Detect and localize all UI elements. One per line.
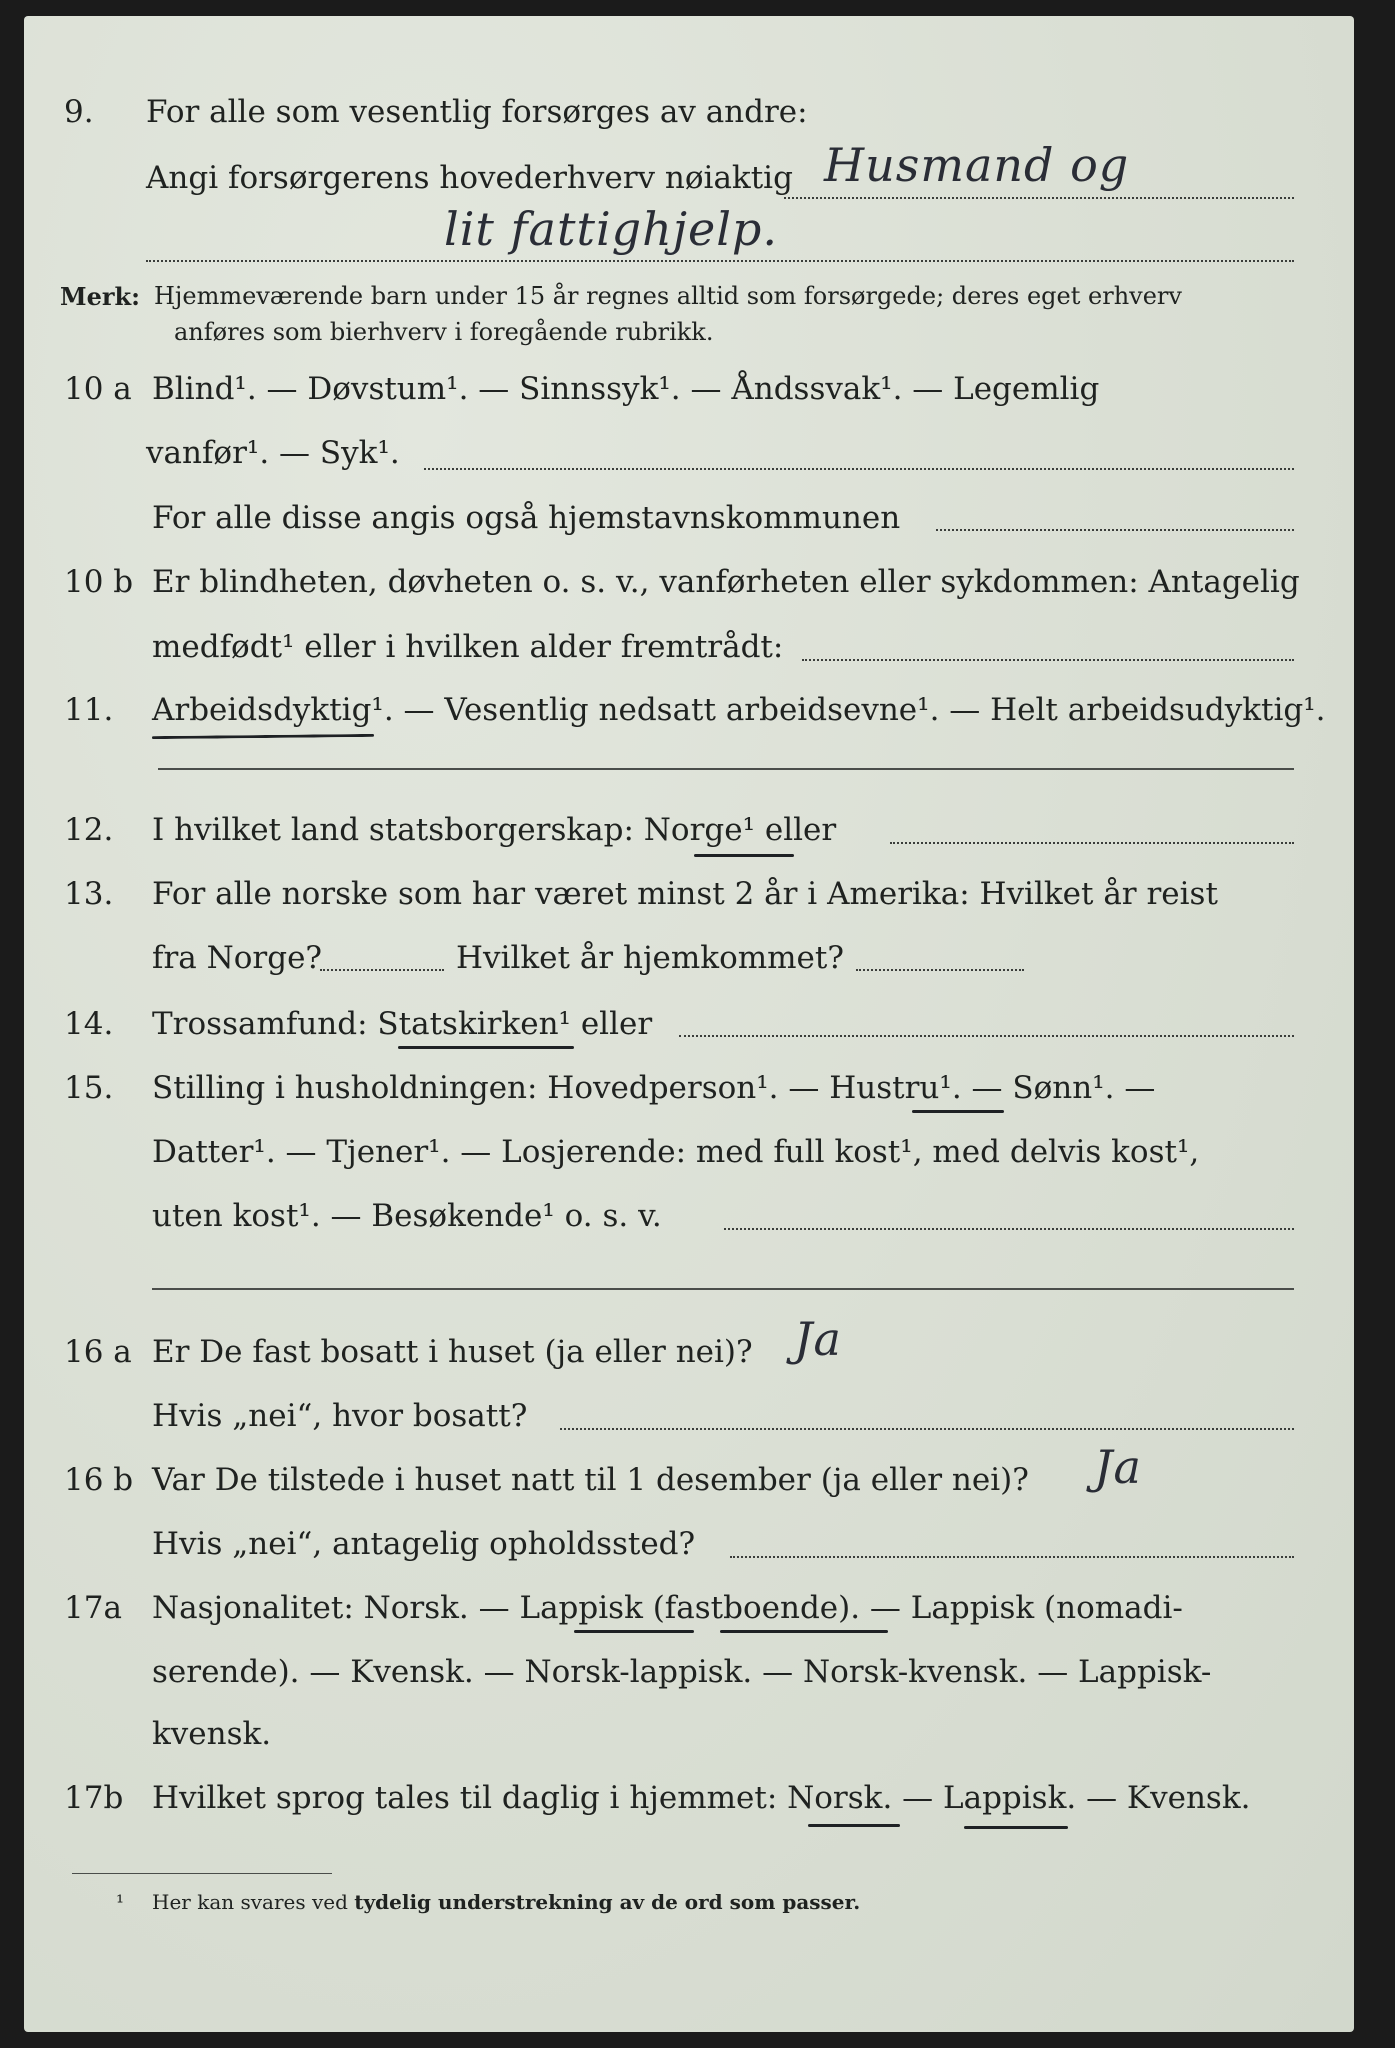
footnote-text-b: tydelig understrekning av de ord som passer.: [354, 1890, 861, 1914]
q11-line1: Arbeidsdyktig¹. — Vesentlig nedsatt arbeidsevne¹. — Helt arbeidsudyktig¹.: [152, 692, 1326, 728]
q11-number: 11.: [64, 692, 114, 728]
footnote-mark: ¹: [116, 1890, 125, 1914]
q10b-answer-line[interactable]: [802, 659, 1294, 661]
q15-underline-hustru: [912, 1110, 1004, 1113]
q10a-hjemstavn-line[interactable]: [936, 529, 1294, 531]
q16b-handwritten-answer: Ja: [1094, 1440, 1142, 1494]
q13-line2a: fra Norge?: [152, 940, 323, 976]
q9-text-line1: For alle som vesentlig forsørges av andre:: [146, 94, 808, 130]
q15-separator-line: [152, 1288, 1294, 1290]
footnote-text-a: Her kan svares ved: [152, 1890, 355, 1914]
merk-line1: Hjemmeværende barn under 15 år regnes alltid som forsørgede; deres eget erhverv: [154, 282, 1182, 310]
merk-label: Merk:: [60, 282, 140, 311]
q16a-number: 16 a: [64, 1334, 132, 1370]
q14-underline-statskirken: [398, 1046, 574, 1049]
q10a-line1: Blind¹. — Døvstum¹. — Sinnssyk¹. — Åndssvak¹. — Legemlig: [152, 371, 1100, 407]
q10a-answer-line[interactable]: [424, 468, 1294, 470]
q10b-number: 10 b: [64, 564, 134, 600]
q15-line1: Stilling i husholdningen: Hovedperson¹. — Hustru¹. — Sønn¹. —: [152, 1070, 1156, 1106]
q17b-underline-norsk: [808, 1824, 900, 1827]
q12-number: 12.: [64, 812, 114, 848]
q17a-line1: Nasjonalitet: Norsk. — Lappisk (fastboende). — Lappisk (nomadi-: [152, 1590, 1183, 1626]
q9-text-line2: Angi forsørgerens hovederhverv nøiaktig: [146, 160, 793, 196]
q10b-line1: Er blindheten, døvheten o. s. v., vanførheten eller sykdommen: Antagelig: [152, 564, 1300, 600]
q9-number: 9.: [64, 94, 94, 130]
q12-answer-line[interactable]: [890, 842, 1294, 844]
q16b-line2: Hvis „nei“, antagelig opholdssted?: [152, 1526, 696, 1562]
q17b-number: 17b: [64, 1780, 124, 1816]
q14-answer-line[interactable]: [679, 1035, 1294, 1037]
q9-handwritten-answer1: Husmand og: [824, 138, 1130, 192]
q13-hjemkommet-line[interactable]: [856, 969, 1024, 971]
q10a-line3: For alle disse angis også hjemstavnskommunen: [152, 500, 901, 536]
q16a-handwritten-answer: Ja: [794, 1312, 842, 1366]
q12-line1: I hvilket land statsborgerskap: Norge¹ eller: [152, 812, 837, 848]
q16a-line1: Er De fast bosatt i huset (ja eller nei)?: [152, 1334, 753, 1370]
q14-line1: Trossamfund: Statskirken¹ eller: [152, 1006, 653, 1042]
q14-number: 14.: [64, 1006, 114, 1042]
q10a-line2: vanfør¹. — Syk¹.: [146, 435, 400, 471]
q17a-number: 17a: [64, 1590, 122, 1626]
q17b-underline-lappisk: [964, 1826, 1068, 1829]
footnote-text: [152, 1890, 860, 1914]
q13-number: 13.: [64, 876, 114, 912]
q17a-underline-fastboende: [720, 1630, 888, 1633]
q16b-line1: Var De tilstede i huset natt til 1 desember (ja eller nei)?: [152, 1462, 1029, 1498]
q17a-line3: kvensk.: [152, 1716, 272, 1752]
q15-line3: uten kost¹. — Besøkende¹ o. s. v.: [152, 1198, 662, 1234]
q9-answer-line1[interactable]: [784, 197, 1294, 199]
q17a-underline-lappisk: [574, 1630, 694, 1633]
q13-line2b: Hvilket år hjemkommet?: [456, 940, 844, 976]
q13-line1: For alle norske som har været minst 2 år i Amerika: Hvilket år reist: [152, 876, 1218, 912]
merk-line2: anføres som bierhverv i foregående rubrikk.: [174, 318, 714, 346]
q12-underline-norge: [694, 854, 794, 857]
q17b-line1: Hvilket sprog tales til daglig i hjemmet: Norsk. — Lappisk. — Kvensk.: [152, 1780, 1251, 1816]
footnote-rule: [72, 1873, 332, 1874]
q17a-line2: serende). — Kvensk. — Norsk-lappisk. — Norsk-kvensk. — Lappisk-: [152, 1654, 1212, 1690]
q10a-number: 10 a: [64, 371, 132, 407]
q11-separator-line: [158, 768, 1294, 770]
census-form-page: [24, 16, 1354, 2032]
q15-line2: Datter¹. — Tjener¹. — Losjerende: med full kost¹, med delvis kost¹,: [152, 1134, 1200, 1170]
q15-answer-line[interactable]: [724, 1228, 1294, 1230]
q16a-line2: Hvis „nei“, hvor bosatt?: [152, 1398, 528, 1434]
q9-handwritten-answer2: lit fattighjelp.: [444, 202, 779, 256]
q16b-number: 16 b: [64, 1462, 134, 1498]
q9-answer-line2[interactable]: [146, 260, 1294, 262]
q11-underline-arbeidsdyktig: [152, 734, 374, 739]
q13-reist-line[interactable]: [320, 969, 444, 971]
q15-number: 15.: [64, 1070, 114, 1106]
q16a-answer-line[interactable]: [560, 1428, 1294, 1430]
q16b-answer-line[interactable]: [730, 1556, 1294, 1558]
q10b-line2: medfødt¹ eller i hvilken alder fremtrådt:: [152, 629, 784, 665]
